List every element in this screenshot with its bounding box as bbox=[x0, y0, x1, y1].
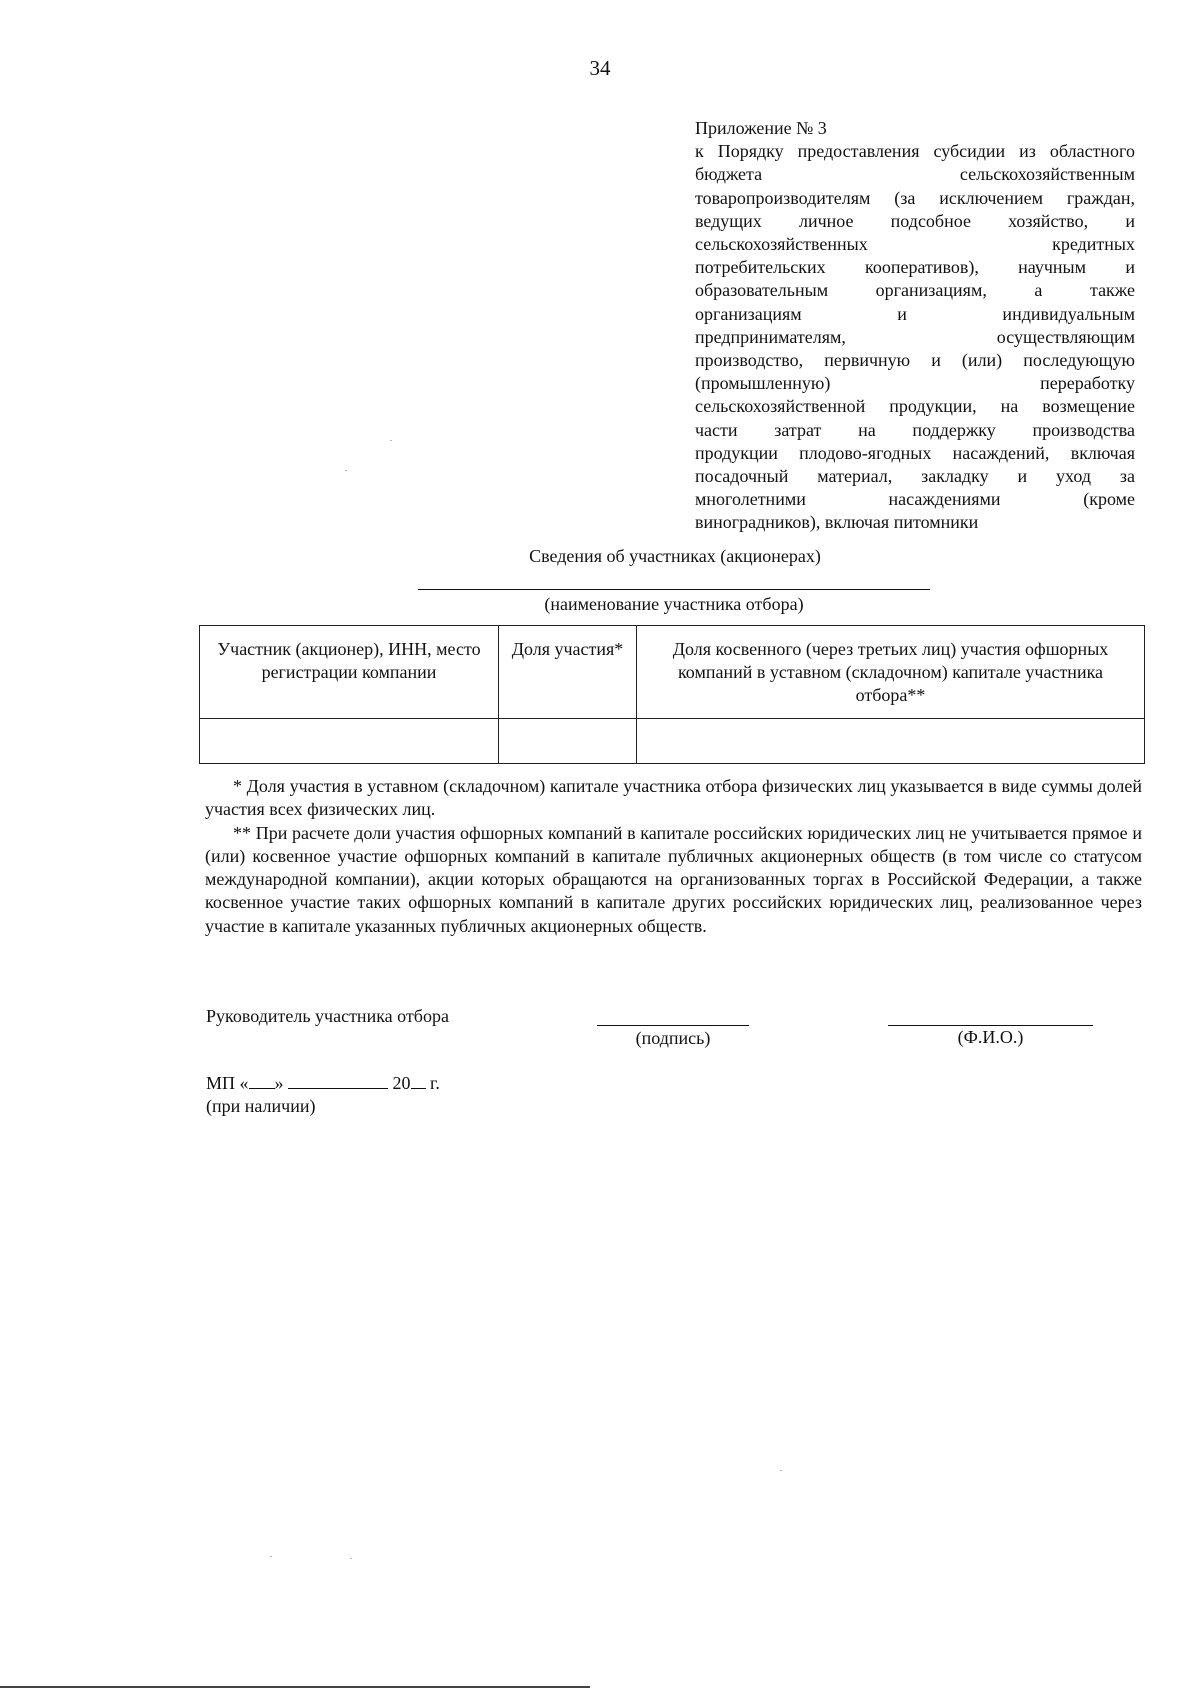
appendix-line: посадочный материал, закладку и уход за bbox=[695, 466, 1135, 487]
scan-speck bbox=[345, 470, 347, 471]
appendix-line: организациям и индивидуальным bbox=[695, 303, 1135, 324]
appendix-line: сельскохозяйственной продукции, на возмещение bbox=[695, 396, 1135, 417]
appendix-line: части затрат на поддержку производства bbox=[695, 419, 1135, 440]
appendix-line: сельскохозяйственных кредитных bbox=[695, 234, 1135, 255]
participants-table bbox=[199, 625, 1145, 764]
appendix-line: производство, первичную и (или) последующую bbox=[695, 350, 1135, 371]
appendix-text bbox=[695, 140, 1135, 511]
appendix-line: товаропроизводителям (за исключением граждан, bbox=[695, 187, 1135, 208]
footnote: ** При расчете доли участия офшорных компаний в капитале российских юридических лиц не учитывается прямое и (или) косвенное участие офшорных компаний в капитале публичных акционерных обществ (в том числе со статусом международной компании), акции которых обращаются на организованных торгах в Российской Федерации, а также косвенное участие таких офшорных компаний в капитале других российских юридических лиц, реализованное через участие в капитале указанных публичных акционерных обществ. bbox=[205, 822, 1142, 936]
table-cell-offshore-share[interactable] bbox=[637, 719, 1145, 764]
full-name-caption: (Ф.И.О.) bbox=[957, 1027, 1024, 1047]
document-heading: Сведения об участниках (акционерах) bbox=[529, 546, 821, 566]
appendix-last-line: виноградников), включая питомники bbox=[695, 512, 979, 533]
stamp-date-line bbox=[206, 1072, 440, 1094]
column-header-participant: Участник (акционер), ИНН, место регистрации компании bbox=[200, 626, 499, 719]
appendix-line: (промышленную) переработку bbox=[695, 373, 1135, 394]
table-header-row bbox=[200, 626, 1145, 719]
column-header-share: Доля участия* bbox=[499, 626, 637, 719]
year-field[interactable] bbox=[411, 1072, 426, 1089]
scan-edge-line bbox=[0, 1686, 590, 1688]
footnote: * Доля участия в уставном (складочном) капитале участника отбора физических лиц указывается в виде суммы долей участия всех физических лиц. bbox=[205, 776, 1142, 820]
table-cell-share[interactable] bbox=[499, 719, 637, 764]
footnotes bbox=[205, 775, 1142, 938]
stamp-label: МП « bbox=[206, 1073, 249, 1093]
appendix-line: ведущих личное подсобное хозяйство, и bbox=[695, 210, 1135, 231]
month-field[interactable] bbox=[288, 1072, 388, 1089]
scan-speck bbox=[780, 1470, 782, 1471]
appendix-title: Приложение № 3 bbox=[695, 118, 827, 138]
participant-name-field[interactable] bbox=[418, 589, 930, 590]
signature-field[interactable] bbox=[597, 1025, 749, 1026]
table-row bbox=[200, 719, 1145, 764]
appendix-line: продукции плодово-ягодных насаждений, включая bbox=[695, 442, 1135, 463]
day-field[interactable] bbox=[249, 1072, 275, 1089]
appendix-line: потребительских кооперативов), научным и bbox=[695, 257, 1135, 278]
appendix-block bbox=[695, 117, 1135, 535]
appendix-line: бюджета сельскохозяйственным bbox=[695, 164, 1135, 185]
full-name-field[interactable] bbox=[888, 1025, 1093, 1026]
table-cell-participant[interactable] bbox=[200, 719, 499, 764]
scan-speck bbox=[390, 440, 392, 441]
column-header-offshore-share: Доля косвенного (через третьих лиц) участия офшорных компаний в уставном (складочном) капитале участника отбора** bbox=[637, 626, 1145, 719]
page-number: 34 bbox=[589, 56, 611, 80]
appendix-line: образовательным организациям, а также bbox=[695, 280, 1135, 301]
scan-speck bbox=[350, 1558, 352, 1559]
quote-close: » bbox=[274, 1073, 284, 1093]
year-suffix: г. bbox=[425, 1073, 440, 1093]
scan-speck bbox=[270, 1556, 272, 1557]
stamp-note: (при наличии) bbox=[206, 1096, 316, 1116]
appendix-line: предпринимателям, осуществляющим bbox=[695, 326, 1135, 347]
appendix-line: к Порядку предоставления субсидии из областного bbox=[695, 141, 1135, 162]
year-prefix: 20 bbox=[392, 1073, 411, 1093]
signature-caption: (подпись) bbox=[635, 1028, 711, 1048]
participant-name-caption: (наименование участника отбора) bbox=[544, 594, 804, 614]
head-signature-label: Руководитель участника отбора bbox=[206, 1006, 449, 1026]
appendix-line: многолетними насаждениями (кроме bbox=[695, 489, 1135, 510]
